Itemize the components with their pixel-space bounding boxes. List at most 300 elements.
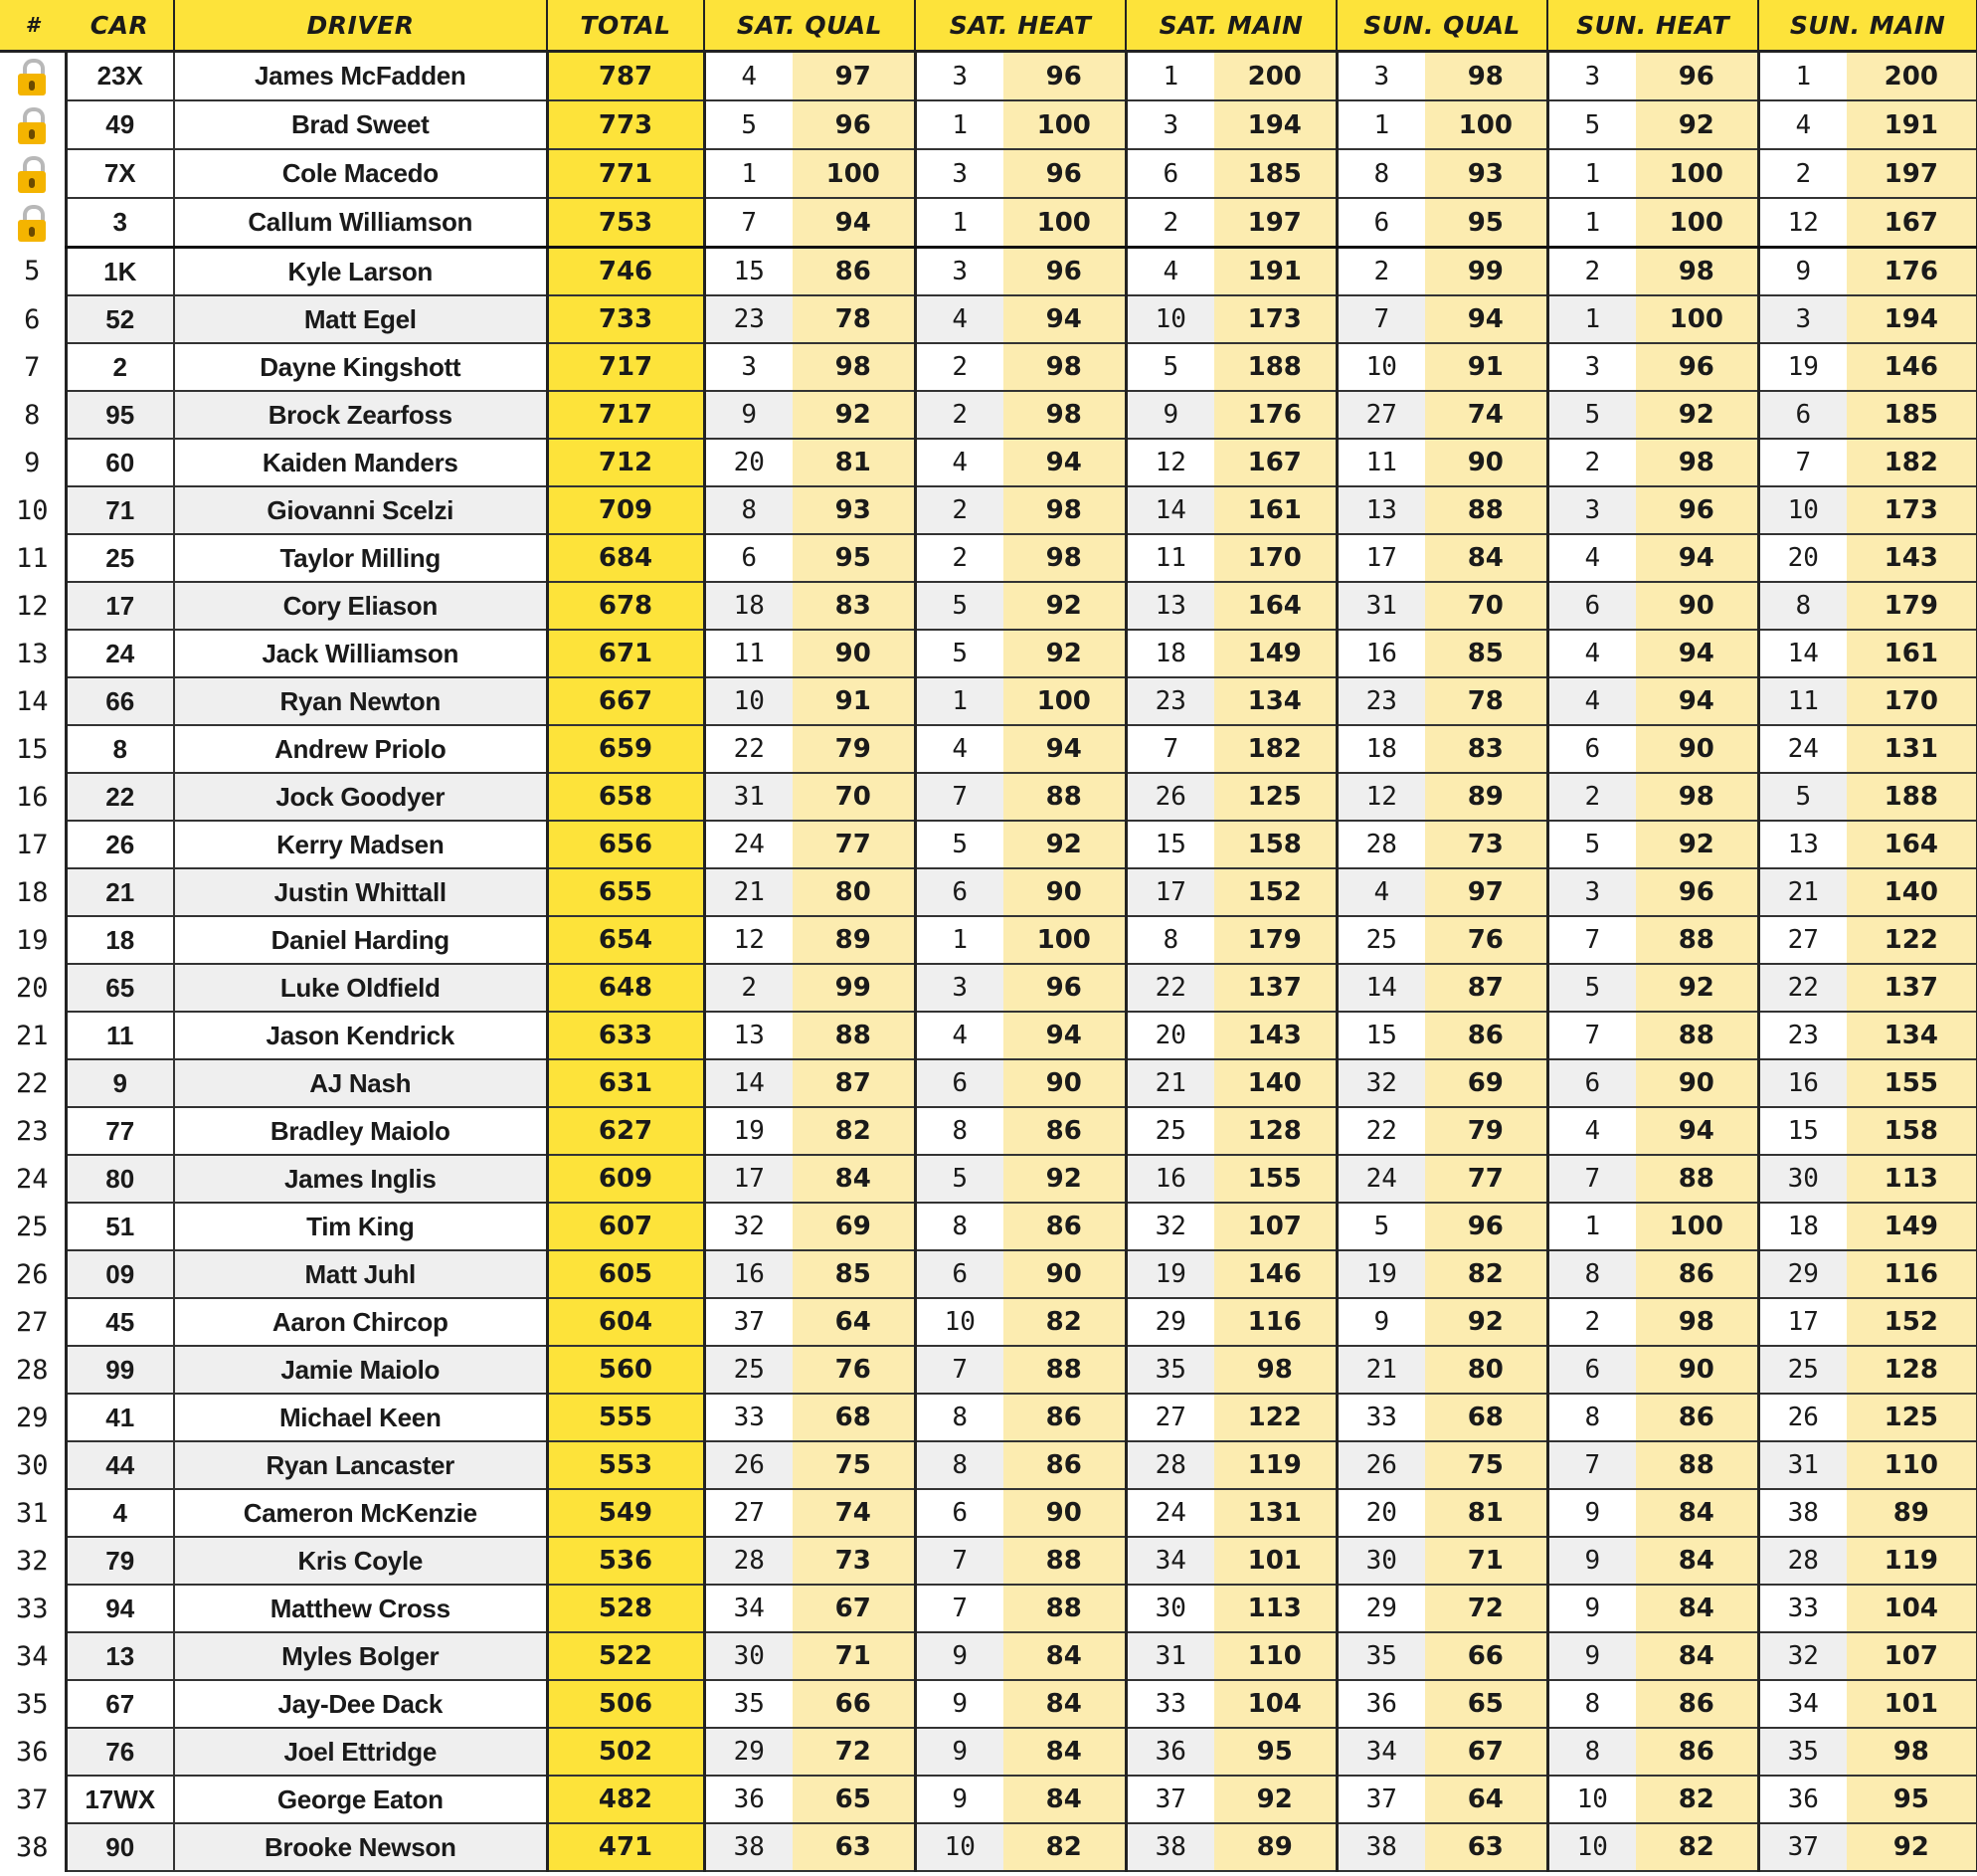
- driver-name: Andrew Priolo: [174, 725, 547, 773]
- event-finish: 3: [1547, 52, 1636, 101]
- car-number: 41: [66, 1394, 174, 1441]
- driver-name: Kris Coyle: [174, 1537, 547, 1585]
- event-finish: 7: [915, 1585, 1003, 1632]
- table-row: [0, 1441, 1977, 1489]
- event-finish: 11: [1126, 534, 1214, 582]
- event-finish: 3: [1547, 343, 1636, 391]
- event-finish: 7: [1547, 1155, 1636, 1203]
- event-finish: 15: [1758, 1107, 1847, 1155]
- table-row: [0, 295, 1977, 343]
- event-points: 134: [1847, 1012, 1977, 1059]
- car-number: 45: [66, 1298, 174, 1346]
- position: 29: [0, 1394, 66, 1441]
- event-finish: 14: [704, 1059, 793, 1107]
- event-finish: 19: [704, 1107, 793, 1155]
- event-points: 71: [793, 1632, 915, 1680]
- event-finish: 1: [1547, 295, 1636, 343]
- event-finish: 1: [915, 677, 1003, 725]
- event-points: 113: [1847, 1155, 1977, 1203]
- event-points: 96: [1003, 149, 1126, 198]
- event-points: 71: [1425, 1537, 1547, 1585]
- event-points: 65: [793, 1776, 915, 1823]
- event-points: 79: [793, 725, 915, 773]
- table-row: [0, 439, 1977, 486]
- event-finish: 32: [1126, 1203, 1214, 1250]
- event-finish: 29: [704, 1728, 793, 1776]
- header-sat-main: SAT. MAIN: [1126, 0, 1337, 52]
- event-points: 74: [1425, 391, 1547, 439]
- event-finish: 32: [1758, 1632, 1847, 1680]
- driver-name: Jock Goodyer: [174, 773, 547, 821]
- car-number: 22: [66, 773, 174, 821]
- event-points: 107: [1214, 1203, 1337, 1250]
- event-points: 85: [1425, 630, 1547, 677]
- event-points: 66: [793, 1680, 915, 1728]
- event-points: 88: [1003, 1537, 1126, 1585]
- event-finish: 28: [704, 1537, 793, 1585]
- event-points: 98: [1847, 1728, 1977, 1776]
- position: 15: [0, 725, 66, 773]
- event-points: 94: [1636, 677, 1758, 725]
- event-finish: 15: [1126, 821, 1214, 868]
- total-points: 560: [547, 1346, 704, 1394]
- driver-name: Jack Williamson: [174, 630, 547, 677]
- event-points: 70: [1425, 582, 1547, 630]
- event-points: 94: [793, 198, 915, 248]
- car-number: 26: [66, 821, 174, 868]
- event-finish: 8: [1337, 149, 1425, 198]
- event-finish: 6: [1337, 198, 1425, 248]
- event-points: 161: [1847, 630, 1977, 677]
- event-points: 161: [1214, 486, 1337, 534]
- event-finish: 2: [1126, 198, 1214, 248]
- event-finish: 38: [1126, 1823, 1214, 1871]
- event-points: 67: [793, 1585, 915, 1632]
- event-finish: 21: [1337, 1346, 1425, 1394]
- event-points: 85: [793, 1250, 915, 1298]
- event-finish: 25: [1126, 1107, 1214, 1155]
- event-finish: 36: [704, 1776, 793, 1823]
- event-finish: 16: [1126, 1155, 1214, 1203]
- event-points: 88: [1003, 773, 1126, 821]
- car-number: 66: [66, 677, 174, 725]
- event-points: 83: [793, 582, 915, 630]
- car-number: 67: [66, 1680, 174, 1728]
- event-points: 110: [1214, 1632, 1337, 1680]
- event-finish: 6: [915, 1489, 1003, 1537]
- event-points: 83: [1425, 725, 1547, 773]
- event-finish: 29: [1337, 1585, 1425, 1632]
- event-points: 64: [1425, 1776, 1547, 1823]
- event-finish: 9: [915, 1728, 1003, 1776]
- driver-name: Jason Kendrick: [174, 1012, 547, 1059]
- event-points: 84: [1636, 1489, 1758, 1537]
- event-finish: 3: [1337, 52, 1425, 101]
- event-points: 194: [1214, 100, 1337, 149]
- driver-name: Kaiden Manders: [174, 439, 547, 486]
- event-finish: 19: [1337, 1250, 1425, 1298]
- event-finish: 8: [1758, 582, 1847, 630]
- event-finish: 2: [915, 486, 1003, 534]
- event-points: 143: [1214, 1012, 1337, 1059]
- event-points: 86: [1636, 1728, 1758, 1776]
- event-finish: 38: [704, 1823, 793, 1871]
- event-points: 89: [1847, 1489, 1977, 1537]
- event-points: 68: [793, 1394, 915, 1441]
- event-points: 90: [793, 630, 915, 677]
- total-points: 787: [547, 52, 704, 101]
- event-finish: 37: [1758, 1823, 1847, 1871]
- event-points: 90: [1003, 868, 1126, 916]
- event-points: 140: [1847, 868, 1977, 916]
- position: 26: [0, 1250, 66, 1298]
- driver-name: Bradley Maiolo: [174, 1107, 547, 1155]
- total-points: 684: [547, 534, 704, 582]
- event-points: 93: [793, 486, 915, 534]
- event-finish: 8: [704, 486, 793, 534]
- event-finish: 28: [1337, 821, 1425, 868]
- event-points: 91: [793, 677, 915, 725]
- driver-name: Brooke Newson: [174, 1823, 547, 1871]
- car-number: 18: [66, 916, 174, 964]
- locked-position: [0, 149, 66, 198]
- event-finish: 9: [1337, 1298, 1425, 1346]
- event-finish: 8: [1547, 1680, 1636, 1728]
- driver-name: Jamie Maiolo: [174, 1346, 547, 1394]
- event-points: 170: [1214, 534, 1337, 582]
- event-points: 99: [793, 964, 915, 1012]
- table-row: [0, 1728, 1977, 1776]
- event-finish: 14: [1126, 486, 1214, 534]
- event-points: 96: [1425, 1203, 1547, 1250]
- position: 38: [0, 1823, 66, 1871]
- car-number: 76: [66, 1728, 174, 1776]
- car-number: 2: [66, 343, 174, 391]
- event-finish: 35: [1337, 1632, 1425, 1680]
- event-points: 96: [1003, 52, 1126, 101]
- table-row: [0, 1059, 1977, 1107]
- event-points: 73: [793, 1537, 915, 1585]
- event-points: 84: [1636, 1632, 1758, 1680]
- driver-name: Joel Ettridge: [174, 1728, 547, 1776]
- event-points: 93: [1425, 149, 1547, 198]
- event-finish: 9: [915, 1632, 1003, 1680]
- event-finish: 18: [1758, 1203, 1847, 1250]
- event-finish: 26: [1337, 1441, 1425, 1489]
- event-finish: 17: [1126, 868, 1214, 916]
- event-finish: 8: [1547, 1250, 1636, 1298]
- event-finish: 16: [1758, 1059, 1847, 1107]
- car-number: 99: [66, 1346, 174, 1394]
- event-finish: 5: [1547, 821, 1636, 868]
- car-number: 8: [66, 725, 174, 773]
- table-row: [0, 149, 1977, 198]
- event-finish: 17: [704, 1155, 793, 1203]
- event-points: 84: [1003, 1680, 1126, 1728]
- driver-name: Kerry Madsen: [174, 821, 547, 868]
- event-points: 74: [793, 1489, 915, 1537]
- event-points: 82: [793, 1107, 915, 1155]
- event-finish: 7: [1547, 916, 1636, 964]
- event-points: 82: [1003, 1298, 1126, 1346]
- lock-icon: [17, 154, 47, 194]
- event-points: 122: [1847, 916, 1977, 964]
- event-finish: 30: [704, 1632, 793, 1680]
- position: 8: [0, 391, 66, 439]
- event-finish: 27: [1337, 391, 1425, 439]
- event-finish: 34: [1126, 1537, 1214, 1585]
- event-finish: 6: [1126, 149, 1214, 198]
- event-finish: 8: [1126, 916, 1214, 964]
- event-finish: 23: [704, 295, 793, 343]
- driver-name: Brock Zearfoss: [174, 391, 547, 439]
- event-points: 92: [1003, 821, 1126, 868]
- event-points: 86: [1636, 1680, 1758, 1728]
- event-points: 98: [1214, 1346, 1337, 1394]
- event-finish: 3: [1547, 868, 1636, 916]
- table-row: [0, 1585, 1977, 1632]
- event-finish: 4: [1126, 248, 1214, 296]
- event-finish: 4: [1758, 100, 1847, 149]
- event-points: 158: [1847, 1107, 1977, 1155]
- car-number: 90: [66, 1823, 174, 1871]
- position: 11: [0, 534, 66, 582]
- event-finish: 1: [915, 100, 1003, 149]
- event-finish: 5: [704, 100, 793, 149]
- event-points: 98: [1636, 1298, 1758, 1346]
- event-points: 128: [1847, 1346, 1977, 1394]
- event-finish: 10: [1547, 1776, 1636, 1823]
- event-finish: 18: [704, 582, 793, 630]
- event-finish: 1: [1337, 100, 1425, 149]
- event-points: 67: [1425, 1728, 1547, 1776]
- car-number: 95: [66, 391, 174, 439]
- position: 13: [0, 630, 66, 677]
- event-points: 137: [1847, 964, 1977, 1012]
- event-points: 146: [1214, 1250, 1337, 1298]
- event-finish: 6: [915, 1059, 1003, 1107]
- event-finish: 30: [1758, 1155, 1847, 1203]
- event-points: 149: [1214, 630, 1337, 677]
- table-row: [0, 964, 1977, 1012]
- driver-name: Ryan Newton: [174, 677, 547, 725]
- car-number: 13: [66, 1632, 174, 1680]
- event-finish: 14: [1337, 964, 1425, 1012]
- event-finish: 33: [1758, 1585, 1847, 1632]
- table-row: [0, 1250, 1977, 1298]
- event-points: 84: [1003, 1632, 1126, 1680]
- event-points: 152: [1214, 868, 1337, 916]
- event-points: 86: [1636, 1250, 1758, 1298]
- lock-icon: [17, 203, 47, 243]
- total-points: 717: [547, 391, 704, 439]
- event-points: 104: [1847, 1585, 1977, 1632]
- event-finish: 8: [1547, 1394, 1636, 1441]
- event-finish: 7: [1126, 725, 1214, 773]
- event-points: 98: [1425, 52, 1547, 101]
- car-number: 09: [66, 1250, 174, 1298]
- event-finish: 25: [1337, 916, 1425, 964]
- car-number: 11: [66, 1012, 174, 1059]
- table-row: [0, 343, 1977, 391]
- event-points: 94: [1003, 295, 1126, 343]
- event-points: 98: [1003, 343, 1126, 391]
- event-points: 191: [1214, 248, 1337, 296]
- event-points: 179: [1847, 582, 1977, 630]
- event-finish: 2: [1758, 149, 1847, 198]
- table-row: [0, 1155, 1977, 1203]
- event-finish: 16: [704, 1250, 793, 1298]
- event-points: 89: [1425, 773, 1547, 821]
- event-finish: 1: [1547, 198, 1636, 248]
- event-finish: 13: [1126, 582, 1214, 630]
- event-points: 90: [1003, 1059, 1126, 1107]
- event-points: 173: [1214, 295, 1337, 343]
- event-finish: 6: [1547, 582, 1636, 630]
- event-points: 155: [1214, 1155, 1337, 1203]
- event-finish: 9: [915, 1680, 1003, 1728]
- event-finish: 5: [1337, 1203, 1425, 1250]
- total-points: 658: [547, 773, 704, 821]
- event-finish: 13: [704, 1012, 793, 1059]
- event-points: 66: [1425, 1632, 1547, 1680]
- event-finish: 36: [1126, 1728, 1214, 1776]
- event-finish: 7: [915, 1537, 1003, 1585]
- event-points: 89: [793, 916, 915, 964]
- event-finish: 3: [915, 248, 1003, 296]
- position: 23: [0, 1107, 66, 1155]
- event-finish: 1: [1126, 52, 1214, 101]
- event-finish: 29: [1758, 1250, 1847, 1298]
- event-points: 97: [1425, 868, 1547, 916]
- event-finish: 37: [1337, 1776, 1425, 1823]
- event-points: 90: [1003, 1250, 1126, 1298]
- event-points: 94: [1425, 295, 1547, 343]
- event-points: 100: [1425, 100, 1547, 149]
- driver-name: James Inglis: [174, 1155, 547, 1203]
- event-finish: 36: [1337, 1680, 1425, 1728]
- header-position: #: [0, 0, 66, 52]
- event-points: 82: [1425, 1250, 1547, 1298]
- event-finish: 35: [704, 1680, 793, 1728]
- driver-name: Luke Oldfield: [174, 964, 547, 1012]
- table-row: [0, 391, 1977, 439]
- event-finish: 2: [915, 391, 1003, 439]
- event-finish: 32: [1337, 1059, 1425, 1107]
- event-finish: 20: [1126, 1012, 1214, 1059]
- event-finish: 2: [1547, 248, 1636, 296]
- event-points: 88: [1425, 486, 1547, 534]
- event-finish: 11: [1758, 677, 1847, 725]
- event-points: 185: [1214, 149, 1337, 198]
- event-finish: 23: [1337, 677, 1425, 725]
- total-points: 605: [547, 1250, 704, 1298]
- table-row: [0, 630, 1977, 677]
- driver-name: Kyle Larson: [174, 248, 547, 296]
- event-points: 88: [1003, 1346, 1126, 1394]
- event-finish: 7: [1758, 439, 1847, 486]
- position: 6: [0, 295, 66, 343]
- header-car: CAR: [66, 0, 174, 52]
- event-points: 167: [1847, 198, 1977, 248]
- locked-position: [0, 198, 66, 248]
- table-row: [0, 52, 1977, 101]
- event-points: 94: [1636, 1107, 1758, 1155]
- event-points: 146: [1847, 343, 1977, 391]
- event-points: 80: [793, 868, 915, 916]
- driver-name: Cory Eliason: [174, 582, 547, 630]
- event-finish: 10: [915, 1823, 1003, 1871]
- event-points: 134: [1214, 677, 1337, 725]
- table-row: [0, 248, 1977, 296]
- event-finish: 27: [1758, 916, 1847, 964]
- position: 28: [0, 1346, 66, 1394]
- position: 5: [0, 248, 66, 296]
- event-finish: 1: [915, 198, 1003, 248]
- event-points: 88: [1636, 1012, 1758, 1059]
- event-points: 90: [1636, 1346, 1758, 1394]
- event-points: 88: [1636, 1441, 1758, 1489]
- event-points: 86: [1003, 1203, 1126, 1250]
- event-finish: 9: [1758, 248, 1847, 296]
- event-points: 92: [1003, 1155, 1126, 1203]
- position: 33: [0, 1585, 66, 1632]
- driver-name: Matt Juhl: [174, 1250, 547, 1298]
- event-points: 69: [793, 1203, 915, 1250]
- event-finish: 2: [1547, 1298, 1636, 1346]
- total-points: 655: [547, 868, 704, 916]
- event-finish: 9: [1547, 1489, 1636, 1537]
- event-finish: 3: [915, 52, 1003, 101]
- event-points: 200: [1847, 52, 1977, 101]
- event-points: 73: [1425, 821, 1547, 868]
- event-points: 81: [793, 439, 915, 486]
- event-finish: 28: [1126, 1441, 1214, 1489]
- car-number: 77: [66, 1107, 174, 1155]
- event-finish: 10: [1337, 343, 1425, 391]
- event-points: 65: [1425, 1680, 1547, 1728]
- event-finish: 15: [704, 248, 793, 296]
- event-points: 98: [793, 343, 915, 391]
- event-finish: 37: [1126, 1776, 1214, 1823]
- event-points: 100: [793, 149, 915, 198]
- table-header: [0, 0, 1977, 52]
- event-points: 164: [1214, 582, 1337, 630]
- event-points: 88: [793, 1012, 915, 1059]
- event-finish: 6: [704, 534, 793, 582]
- event-points: 170: [1847, 677, 1977, 725]
- driver-name: Ryan Lancaster: [174, 1441, 547, 1489]
- driver-name: Callum Williamson: [174, 198, 547, 248]
- event-points: 125: [1214, 773, 1337, 821]
- event-points: 128: [1214, 1107, 1337, 1155]
- event-points: 75: [1425, 1441, 1547, 1489]
- event-finish: 4: [915, 439, 1003, 486]
- table-row: [0, 868, 1977, 916]
- event-points: 87: [793, 1059, 915, 1107]
- total-points: 656: [547, 821, 704, 868]
- event-finish: 2: [1547, 773, 1636, 821]
- event-points: 84: [1003, 1728, 1126, 1776]
- event-finish: 23: [1758, 1012, 1847, 1059]
- event-points: 96: [1636, 343, 1758, 391]
- event-points: 176: [1214, 391, 1337, 439]
- event-finish: 5: [1126, 343, 1214, 391]
- event-points: 100: [1636, 198, 1758, 248]
- event-points: 110: [1847, 1441, 1977, 1489]
- event-finish: 4: [915, 1012, 1003, 1059]
- event-finish: 21: [704, 868, 793, 916]
